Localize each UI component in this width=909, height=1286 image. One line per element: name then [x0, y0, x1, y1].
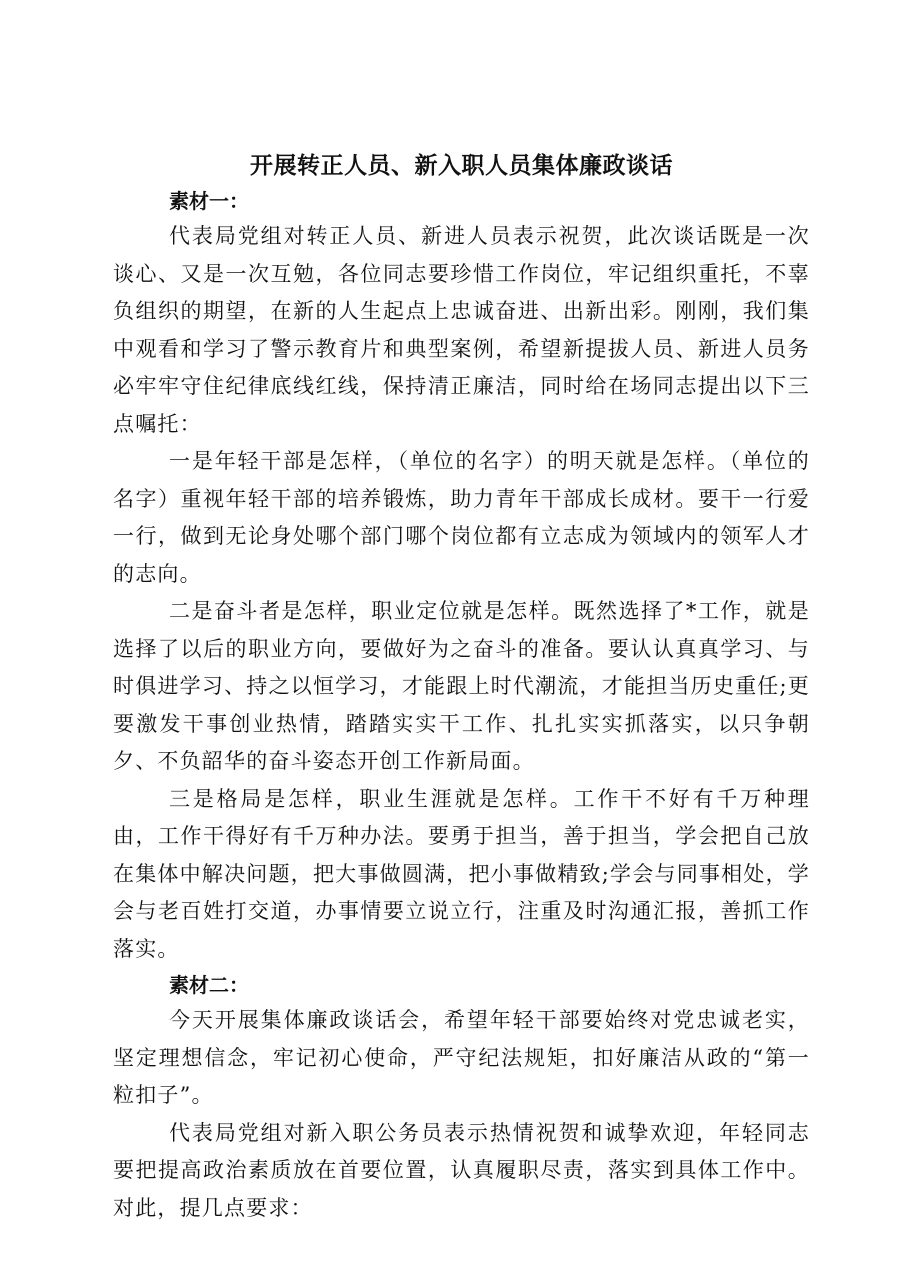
paragraph: 一是年轻干部是怎样，（单位的名字）的明天就是怎样。（单位的名字）重视年轻干部的培养锻炼，助力青年干部成长成材。要干一行爱一行，做到无论身处哪个部门哪个岗位都有立志成为领域内的领军人才的志向。: [113, 449, 810, 586]
paragraph: 三是格局是怎样，职业生涯就是怎样。工作干不好有千万种理由，工作干得好有千万种办法。要勇于担当，善于担当，学会把自己放在集体中解决问题，把大事做圆满，把小事做精致;学会与同事相处，学会与老百姓打交道，办事情要立说立行，注重及时沟通汇报，善抓工作落实。: [113, 786, 810, 961]
section-heading: 素材一：: [169, 189, 249, 213]
document-title: 开展转正人员、新入职人员集体廉政谈话: [250, 152, 673, 179]
section-heading: 素材二：: [169, 973, 249, 997]
paragraph: 二是奋斗者是怎样，职业定位就是怎样。既然选择了*工作，就是选择了以后的职业方向，要做好为之奋斗的准备。要认认真真学习、与时俱进学习、持之以恒学习，才能跟上时代潮流，才能担当历史重任;更要激发干事创业热情，踏踏实实干工作、扎扎实实抓落实，以只争朝夕、不负韶华的奋斗姿态开创工作新局面。: [113, 599, 810, 773]
paragraph: 代表局党组对新入职公务员表示热情祝贺和诚挚欢迎，年轻同志要把提高政治素质放在首要位置，认真履职尽责，落实到具体工作中。对此，提几点要求：: [113, 1120, 810, 1220]
paragraph: 今天开展集体廉政谈话会，希望年轻干部要始终对党忠诚老实，坚定理想信念，牢记初心使命，严守纪法规矩，扣好廉洁从政的“第一粒扣子”。: [113, 1008, 810, 1107]
document-body: [113, 150, 810, 1227]
section-material-2: [113, 968, 810, 1227]
section-material-1: [113, 184, 810, 968]
paragraph: 代表局党组对转正人员、新进人员表示祝贺，此次谈话既是一次谈心、又是一次互勉，各位同志要珍惜工作岗位，牢记组织重托，不辜负组织的期望，在新的人生起点上忠诚奋进、出新出彩。刚刚，我们集中观看和学习了警示教育片和典型案例，希望新提拔人员、新进人员务必牢牢守住纪律底线红线，保持清正廉洁，同时给在场同志提出以下三点嘱托：: [113, 224, 810, 436]
